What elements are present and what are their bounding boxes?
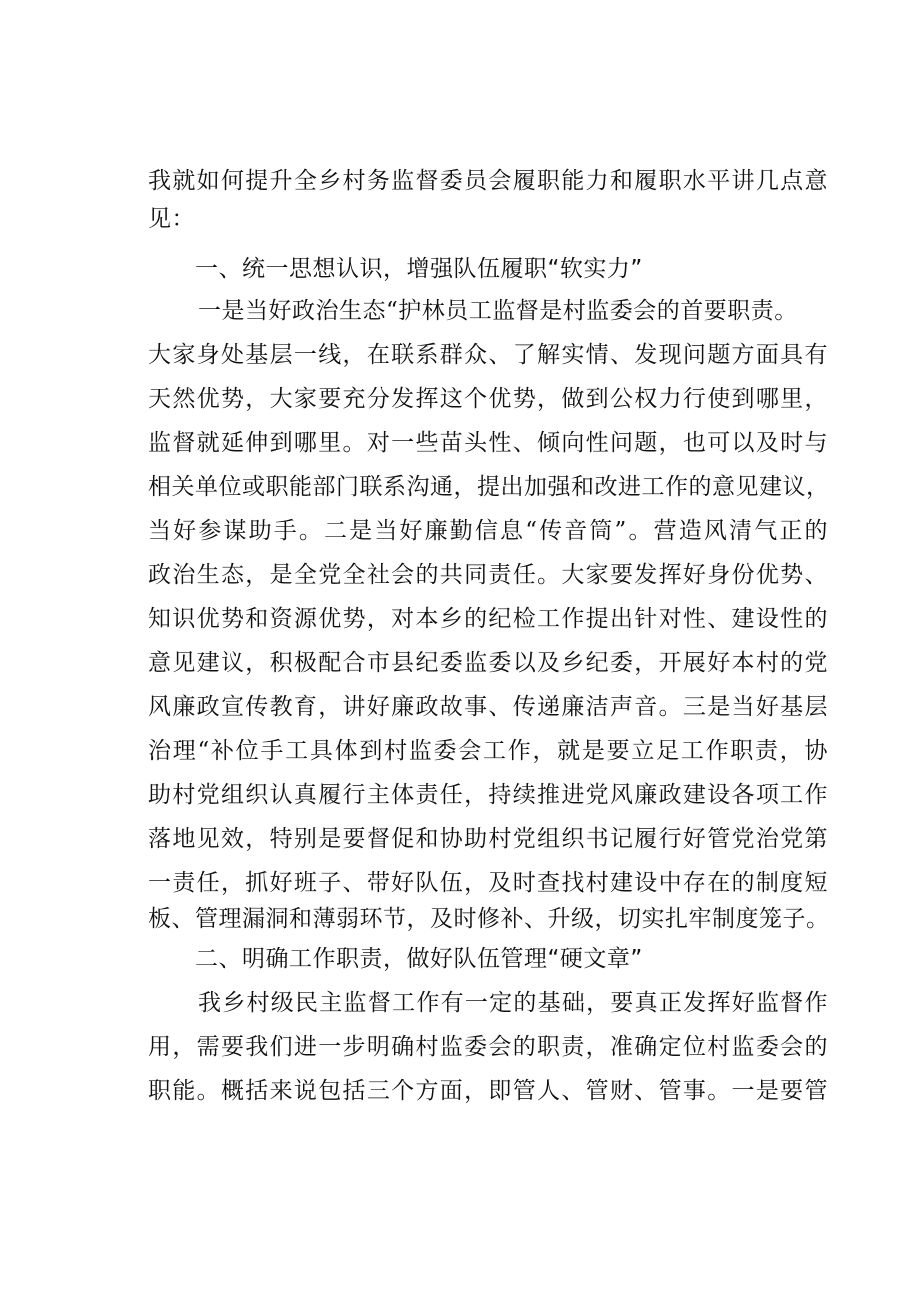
paragraph-line: 用，需要我们进一步明确村监委会的职责，准确定位村监委会的	[148, 1034, 828, 1060]
paragraph-line: 政治生态，是全党全社会的共同责任。大家要发挥好身份优势、	[148, 562, 828, 588]
section-heading-2: 二、明确工作职责，做好队伍管理“硬文章”	[195, 946, 643, 972]
paragraph-line: 大家身处基层一线，在联系群众、了解实情、发现问题方面具有	[148, 342, 828, 368]
paragraph-line: 风廉政宣传教育，讲好廉政故事、传递廉洁声音。三是当好基层	[148, 694, 828, 720]
paragraph-line: 监督就延伸到哪里。对一些苗头性、倾向性问题，也可以及时与	[148, 430, 828, 456]
intro-line: 见：	[148, 206, 195, 232]
paragraph-line: 相关单位或职能部门联系沟通，提出加强和改进工作的意见建议，	[148, 474, 830, 500]
section-heading-1: 一、统一思想认识，增强队伍履职“软实力”	[195, 256, 643, 282]
paragraph-line: 板、管理漏洞和薄弱环节，及时修补、升级，切实扎牢制度笼子。	[148, 906, 830, 932]
paragraph-line: 当好参谋助手。二是当好廉勤信息“传音筒”。营造风清气正的	[148, 518, 828, 544]
paragraph-line: 意见建议，积极配合市县纪委监委以及乡纪委，开展好本村的党	[148, 650, 828, 676]
paragraph-line: 一责任，抓好班子、带好队伍，及时查找村建设中存在的制度短	[148, 870, 828, 896]
paragraph-line: 助村党组织认真履行主体责任，持续推进党风廉政建设各项工作	[148, 782, 828, 808]
paragraph-line: 天然优势，大家要充分发挥这个优势，做到公权力行使到哪里，	[148, 386, 828, 412]
intro-line: 我就如何提升全乡村务监督委员会履职能力和履职水平讲几点意	[148, 168, 828, 194]
paragraph-line: 落地见效，特别是要督促和协助村党组织书记履行好管党治党第	[148, 826, 828, 852]
paragraph-line: 知识优势和资源优势，对本乡的纪检工作提出针对性、建设性的	[148, 606, 828, 632]
paragraph-line: 一是当好政治生态“护林员工监督是村监委会的首要职责。	[198, 298, 798, 324]
paragraph-line: 职能。概括来说包括三个方面，即管人、管财、管事。一是要管	[148, 1078, 828, 1104]
paragraph-line: 治理“补位手工具体到村监委会工作，就是要立足工作职责，协	[148, 738, 828, 764]
paragraph-line: 我乡村级民主监督工作有一定的基础，要真正发挥好监督作	[198, 990, 828, 1016]
